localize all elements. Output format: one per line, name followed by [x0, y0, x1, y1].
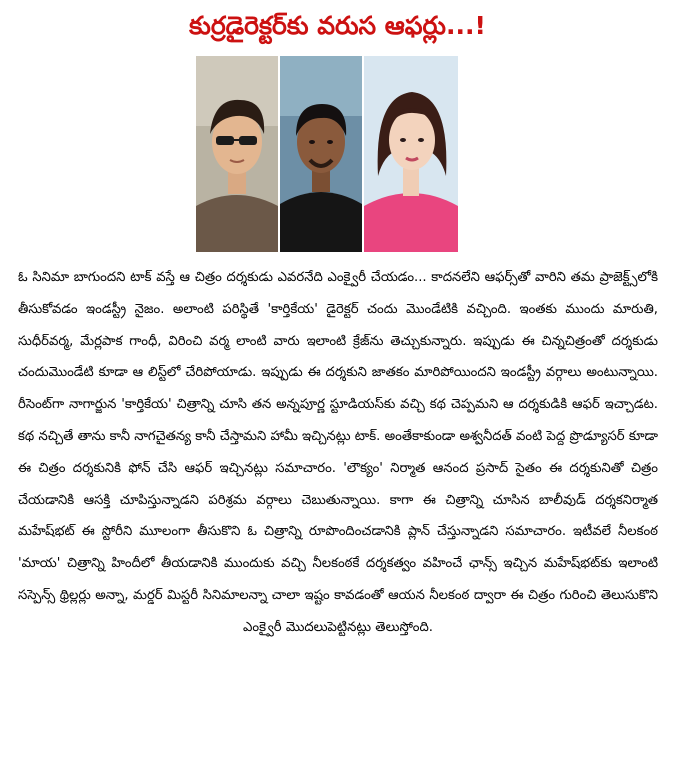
headline: కుర్రడైరెక్టర్‌కు వరుస ఆఫర్లు...!: [189, 11, 486, 40]
actress-photo: [364, 56, 458, 252]
article-body: ఓ సినిమా బాగుందని టాక్ వస్తే ఆ చిత్రం దర్శకుడు ఎవరనేది ఎంక్వైరీ చేయడం... కాదనలేని ఆఫర్స్‌తో వారిని తమ ప్రాజెక్ట్స్‌లోకి తీసుకోవడం ఇండస్ట్రీ నైజం. అలాంటి పరిస్థితే 'కార్తికేయ' డైరెక్టర్ చందు మొండేటికి వచ్చింది. ఇంతకు ముందు మారుతి, సుధీర్‌వర్మ, మేర్లపాక గాంధీ, విరించి వర్మ లాంటి వారు ఇలాంటి క్రేజ్‌ను తెచ్చుకున్నారు. ఇప్పుడు ఈ చిన్నచిత్రంతో దర్శకుడు చందుమొండేటి కూడా ఆ లిస్ట్‌లో చేరిపోయాడు. ఇప్పుడు ఈ దర్శకుని జాతకం మారిపోయిందని ఇండస్ట్రీ వర్గాలు అంటున్నాయి. రీసెంట్‌గా నాగార్జున 'కార్తికేయ' చిత్రాన్ని చూసి తన అన్నపూర్ణ స్టూడియస్‌కు వచ్చి కథ చెప్పమని ఆ దర్శకుడికి ఆఫర్ ఇచ్చాడట. కథ నచ్చితే తాను కానీ నాగచైతన్య కానీ చేస్తామని హామీ ఇచ్చినట్లు టాక్. అంతేకాకుండా అశ్వనీదత్ వంటి పెద్ద ప్రొడ్యూసర్ కూడా ఈ చిత్రం దర్శకునికి ఫోన్ చేసి ఆఫర్ ఇచ్చినట్లు సమాచారం. 'లౌక్యం' నిర్మాత ఆనంద ప్రసాద్ సైతం ఈ దర్శకునితో చిత్రం చేయడానికి ఆసక్తి చూపిస్తున్నాడని పరిశ్రమ వర్గాలు చెబుతున్నాయి. కాగా ఈ చిత్రాన్ని చూసిన బాలీవుడ్ దర్శకనిర్మాత మహేష్‌భట్ ఈ స్టోరీని మూలంగా తీసుకొని ఓ చిత్రాన్ని రూపొందించడానికి ప్లాన్ చేస్తున్నాడని సమాచారం. ఇటీవలే నీలకంఠ 'మాయ' చిత్రాన్ని హిందీలో తీయడానికి ముందుకు వచ్చి నీలకంఠకే దర్శకత్వం వహించే ఛాన్స్ ఇచ్చిన మహేష్‌భట్‌కు ఇలాంటి సస్పెన్స్ థ్రిల్లర్లు అన్నా, మర్డర్ మిస్టరీ సినిమాలన్నా చాలా ఇష్టం కావడంతో ఆయన నీలకంఠ ద్వారా ఈ చిత్రం గురించి తెలుసుకొని ఎంక్వైరీ మొదలుపెట్టినట్లు తెలుస్తోంది.: [18, 270, 658, 635]
young-man-photo: [196, 56, 278, 252]
director-photo: [280, 56, 362, 252]
photo-strip: [196, 56, 458, 252]
